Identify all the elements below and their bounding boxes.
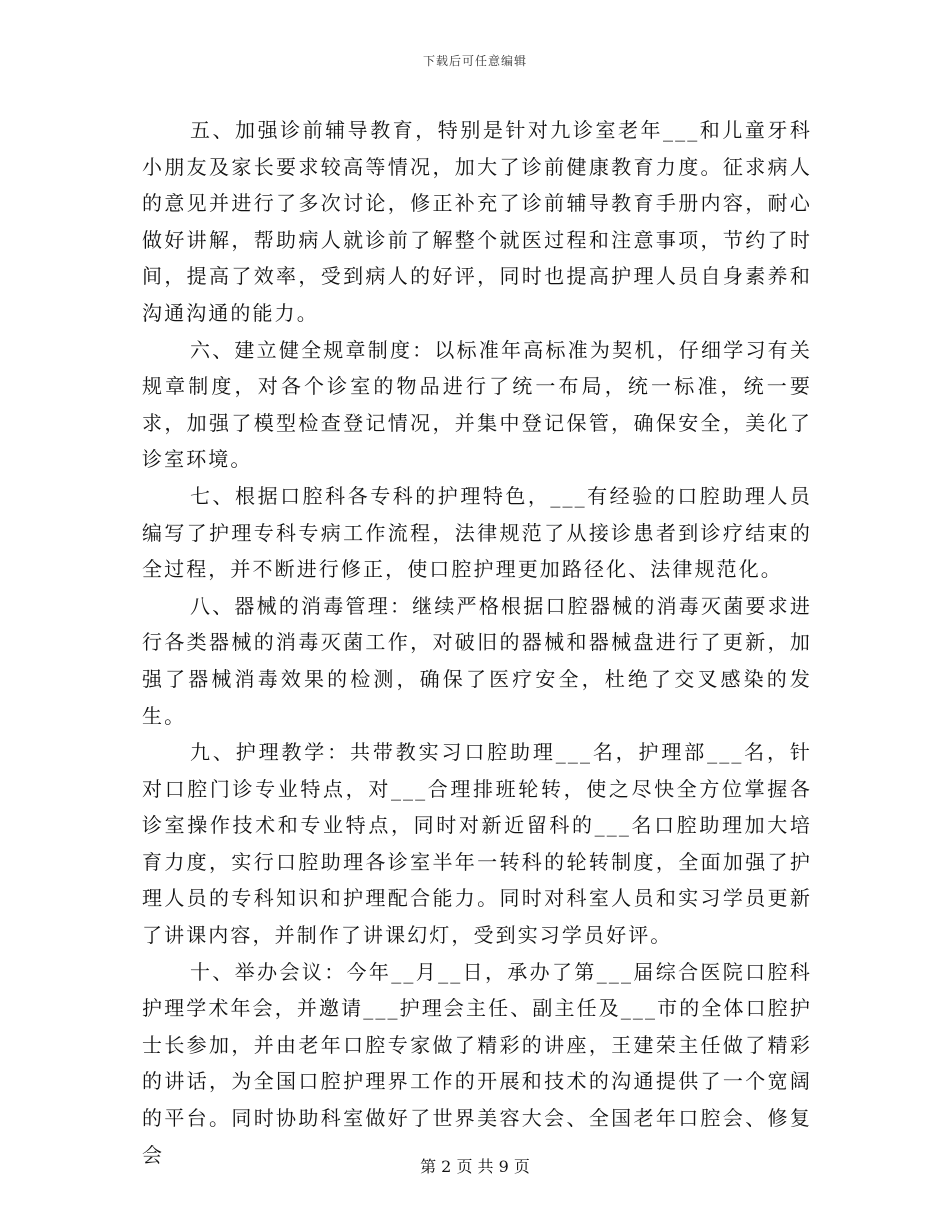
paragraph-five: 五、加强诊前辅导教育，特别是针对九诊室老年___和儿童牙科小朋友及家长要求较高等情况，加大了诊前健康教育力度。征求病人的意见并进行了多次讨论，修正补充了诊前辅导教育手册内容，耐心做好讲解，帮助病人就诊前了解整个就医过程和注意事项，节约了时间，提高了效率，受到病人的好评，同时也提高护理人员自身素养和沟通沟通的能力。 <box>142 118 812 325</box>
paragraph-ten: 十、举办会议：今年__月__日，承办了第___届综合医院口腔科护理学术年会，并邀请___护理会主任、副主任及___市的全体口腔护士长参加，并由老年口腔专家做了精彩的讲座，王建荣主任做了精彩的讲话，为全国口腔护理界工作的开展和技术的沟通提供了一个宽阔的平台。同时协助科室做好了世界美容大会、全国老年口腔会、修复会 <box>142 959 812 1167</box>
paragraph-eight: 八、器械的消毒管理：继续严格根据口腔器械的消毒灭菌要求进行各类器械的消毒灭菌工作，对破旧的器械和器械盘进行了更新，加强了器械消毒效果的检测，确保了医疗安全，杜绝了交叉感染的发生。 <box>142 593 812 728</box>
page-footer: 第 2 页 共 9 页 <box>420 1157 530 1176</box>
paragraph-six: 六、建立健全规章制度：以标准年高标准为契机，仔细学习有关规章制度，对各个诊室的物品进行了统一布局，统一标准，统一要求，加强了模型检查登记情况，并集中登记保管，确保安全，美化了诊室环境。 <box>142 337 812 472</box>
paragraph-nine: 九、护理教学：共带教实习口腔助理___名，护理部___名，针对口腔门诊专业特点，对___合理排班轮转，使之尽快全方位掌握各诊室操作技术和专业特点，同时对新近留科的___名口腔助理加大培育力度，实行口腔助理各诊室半年一转科的轮转制度，全面加强了护理人员的专科知识和护理配合能力。同时对科室人员和实习学员更新了讲课内容，并制作了讲课幻灯，受到实习学员好评。 <box>142 740 812 948</box>
page-header: 下载后可任意编辑 <box>422 54 527 68</box>
document-body <box>142 112 812 1173</box>
paragraph-seven: 七、根据口腔科各专科的护理特色，___有经验的口腔助理人员编写了护理专科专病工作流程，法律规范了从接诊患者到诊疗结束的全过程，并不断进行修正，使口腔护理更加路径化、法律规范化。 <box>142 483 812 582</box>
